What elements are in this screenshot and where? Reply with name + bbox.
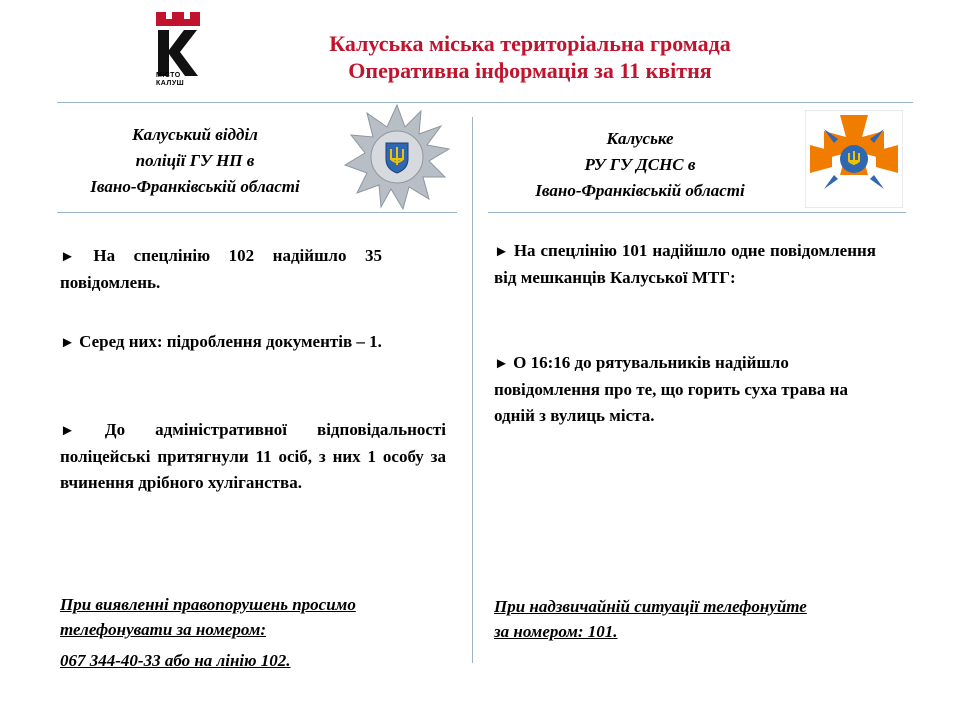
dsns-contact	[494, 594, 904, 644]
police-item-2-text: Серед них: підроблення документів – 1.	[79, 332, 382, 351]
police-item-1-text: На спецлінію 102 надійшло 35 повідомлень.	[60, 246, 382, 292]
police-star-emblem-icon	[343, 103, 451, 211]
column-divider	[472, 117, 473, 663]
dsns-item-1-marker: ►	[494, 244, 509, 260]
dsns-title-underline	[488, 212, 906, 213]
police-contact-phone: 067 344-40-33 або на лінію 102.	[60, 651, 291, 670]
police-item-1	[60, 243, 382, 296]
police-item-3	[60, 417, 446, 496]
police-contact-line1: При виявленні правопорушень просимо	[60, 595, 356, 614]
dsns-item-1-text: На спецлінію 101 надійшло одне повідомлення від мешканців Калуської МТГ:	[494, 241, 876, 287]
logo-caption: МІСТО КАЛУШ	[156, 72, 185, 87]
police-title-underline	[57, 212, 457, 213]
police-item-3-text: До адміністративної відповідальності поліцейські притягнули 11 осіб, з них 1 особу за вчинення дрібного хуліганства.	[60, 420, 446, 492]
dsns-item-2	[494, 350, 866, 429]
page-title	[250, 30, 810, 84]
police-item-2-marker: ►	[60, 335, 75, 351]
police-item-3-marker: ►	[60, 423, 75, 439]
dsns-item-2-text: О 16:16 до рятувальників надійшло повідомлення про те, що горить суха трава на одній з вулиць міста.	[494, 353, 848, 425]
header-date: Оперативна інформація за 11 квітня	[348, 58, 712, 83]
header-community: Калуська міська територіальна громада	[329, 31, 731, 56]
police-contact-line2: телефонувати за номером:	[60, 620, 267, 639]
dsns-item-2-marker: ►	[494, 356, 509, 372]
dsns-contact-line1: При надзвичайній ситуації телефонуйте	[494, 597, 807, 616]
dsns-cross-emblem-icon	[805, 110, 903, 208]
police-contact	[60, 592, 460, 642]
police-unit-title: Калуський відділ поліції ГУ НП в Івано-Франківській області	[90, 125, 300, 196]
police-item-2	[60, 329, 446, 356]
dsns-contact-line2: за номером: 101.	[494, 622, 618, 641]
dsns-unit-title: Калуське РУ ГУ ДСНС в Івано-Франківській області	[535, 129, 745, 200]
dsns-item-1	[494, 238, 876, 291]
police-item-1-marker: ►	[60, 249, 75, 265]
header-divider	[57, 102, 913, 103]
